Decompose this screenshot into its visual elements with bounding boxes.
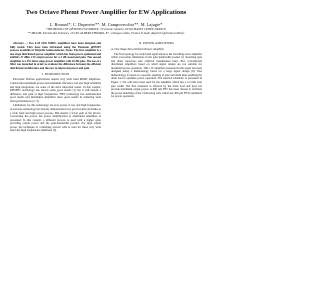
paper-title: Two Octave Phemt Power Amplifier for EW Applications xyxy=(25,9,187,16)
abstract: Abstract — Two 6-18 GHz MMIC amplifiers have been designed and fully tested. They have been fabricated using the Thomson pHEMT process available at TriQuint Semiconductor, Texas. The first amplifier is a one stage distributed power amplifier which has been power optimized and exhibits 27 dBm CW output power for a 3 dB associated gain. The second amplifier is a 2W three stage power amplifier with 20 dB gain. The use of a filter was launched in order to evaluate the difference between the efficient distributed architecture and the new in improved power and gain. xyxy=(10,41,101,70)
section-heading: II. POWER AMPLIFIERS xyxy=(138,41,175,45)
affiliation-line: *THOMSON-CSF DÉTEXIS FOUDROYE, 70 avenue Caburet, 91349 MASSY CEDEX FRANCE xyxy=(45,27,167,31)
affiliations xyxy=(10,28,202,36)
author-list: L. Roussel*, C. Duperrier**, M. Campovecchio**, M. Lajugie* xyxy=(49,22,163,27)
right-column xyxy=(111,42,202,100)
paragraph: Electronic Warfare applications require very wide band MMIC amplifiers. Criteria like maximum power and maximum efficiency, but also high reliability and high integration, are some of the most important issues. In this context, MESFET technology has shown some good results [1] but it will benefit a difference and gain at high frequencies. HBT technology has demonstrated good results and distributed amplifiers show good results in achieving wide band performances [2, 3]. xyxy=(10,77,101,103)
subsection-heading: A. One Stage Non-Uniform Power Amplifier xyxy=(111,46,165,51)
affiliation-line: ** IRCOM, Faculté des Sciences, 123 AV. ALBERT THOMAS, 87 - Limoges cedex, France E-mail: duperrier@ircom.unilim.fr xyxy=(27,30,185,35)
left-column xyxy=(10,42,101,134)
paragraph: Limitations for this technology are poor power at low and high frequencies. A previous technology has already demonstrated very good results [4] thanks to a wide band and high power process. But usually a lower gain of the device. Concerning the power, the power amplification at distributed amplifiers is presented. In this context, a different process is used with a higher gain, providing output power and the gain-bandwidth product. For high output power, the technique of combining several cells is used for these very wide band and high frequencies amplifiers [5]. xyxy=(10,103,101,133)
paragraph: The first topology for wide band applications is the travelling-wave amplifier which overcomes limitations in the gain-bandwidth product by absorbing gate and drain capacitors into artificial transmission lines. But, conventional distributed amplifiers based on small signal design are not suitable for maximum power operation. This 1 W amplifier presented in this paper has been designed using a methodology based on a large signal design [6]. This methodology is based on a specific tapering of gate and drain lines enabling the drain load to optimize power operation. The selected schematic is presented in Figure 1. Six cells have been used for the amplifier which has a 2.5 mm total gate width. The first transistor is affected by the drain load and does not provide maximum output power. A 600 µm FET has been chosen to facilitate the power matching of the 3 following cells which use 300 µm FETs optimized for power operation. xyxy=(111,51,202,99)
section-heading: I. INTRODUCTION xyxy=(41,72,70,77)
